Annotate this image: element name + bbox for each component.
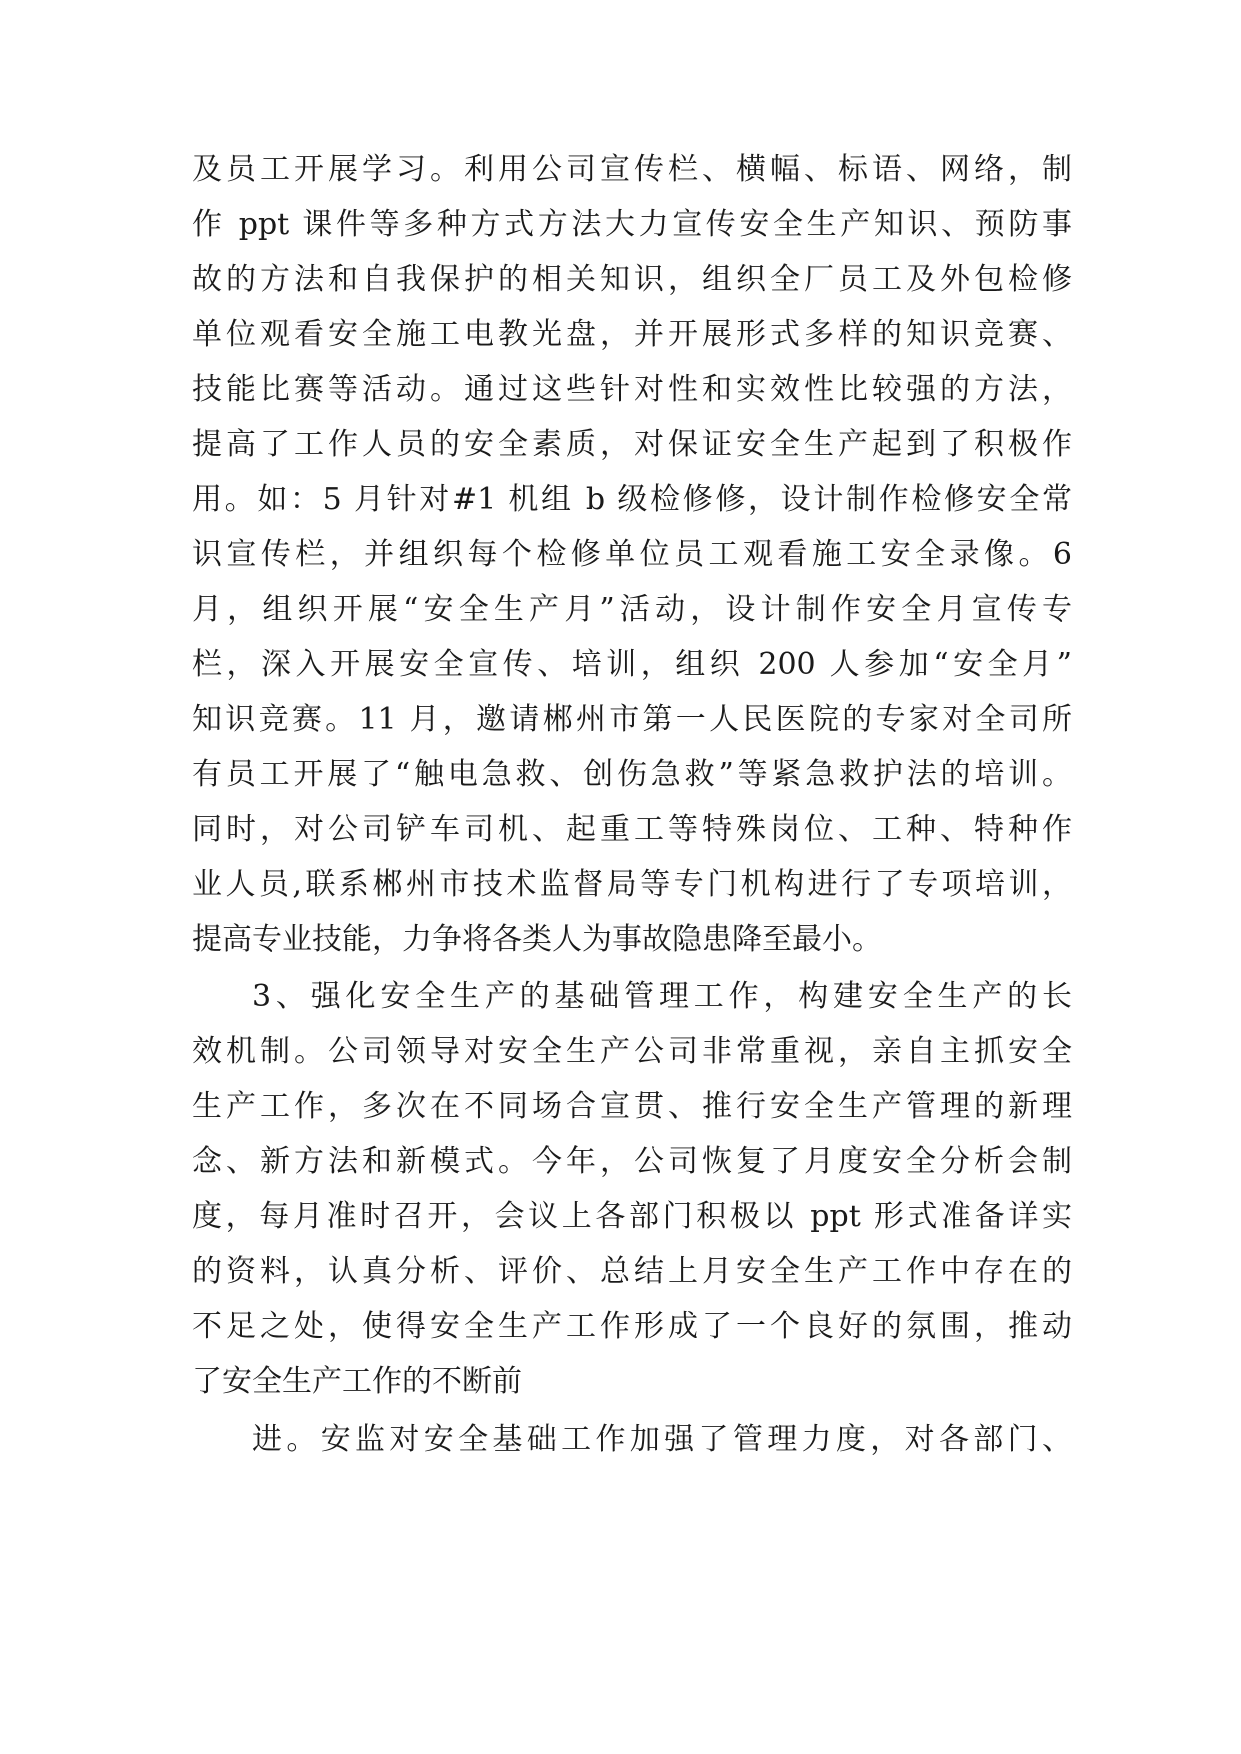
text-line: 3、强化安全生产的基础管理工作，构建安全生产的长 (252, 979, 1072, 1014)
text-line: 及员工开展学习。利用公司宣传栏、横幅、标语、网络，制 (192, 152, 1072, 187)
text-line: 提高了工作人员的安全素质，对保证安全生产起到了积极作 (192, 427, 1072, 462)
text-line: 单位观看安全施工电教光盘，并开展形式多样的知识竞赛、 (192, 317, 1072, 352)
text-line: 进。安监对安全基础工作加强了管理力度，对各部门、 (252, 1422, 1072, 1457)
text-line: 作 ppt 课件等多种方式方法大力宣传安全生产知识、预防事 (192, 207, 1072, 242)
text-line: 效机制。公司领导对安全生产公司非常重视，亲自主抓安全 (192, 1034, 1072, 1069)
text-line: 栏，深入开展安全宣传、培训，组织 200 人参加“安全月” (192, 647, 1072, 682)
text-line: 故的方法和自我保护的相关知识，组织全厂员工及外包检修 (192, 262, 1072, 297)
text-line: 了安全生产工作的不断前 (192, 1364, 522, 1399)
text-line: 生产工作，多次在不同场合宣贯、推行安全生产管理的新理 (192, 1089, 1072, 1124)
text-line: 不足之处，使得安全生产工作形成了一个良好的氛围，推动 (192, 1309, 1072, 1344)
text-line: 提高专业技能，力争将各类人为事故隐患降至最小。 (192, 922, 882, 957)
text-line: 的资料，认真分析、评价、总结上月安全生产工作中存在的 (192, 1254, 1072, 1289)
text-line: 用。如：5 月针对#1 机组 b 级检修修，设计制作检修安全常 (192, 482, 1072, 517)
text-line: 识宣传栏，并组织每个检修单位员工观看施工安全录像。6 (192, 537, 1072, 572)
text-line: 知识竞赛。11 月，邀请郴州市第一人民医院的专家对全司所 (192, 702, 1072, 737)
text-line: 同时，对公司铲车司机、起重工等特殊岗位、工种、特种作 (192, 812, 1072, 847)
text-line: 度，每月准时召开，会议上各部门积极以 ppt 形式准备详实 (192, 1199, 1072, 1234)
text-line: 业人员,联系郴州市技术监督局等专门机构进行了专项培训， (192, 867, 1072, 902)
text-line: 月，组织开展“安全生产月”活动，设计制作安全月宣传专 (192, 592, 1072, 627)
text-line: 念、新方法和新模式。今年，公司恢复了月度安全分析会制 (192, 1144, 1072, 1179)
text-line: 技能比赛等活动。通过这些针对性和实效性比较强的方法， (192, 372, 1072, 407)
text-line: 有员工开展了“触电急救、创伤急救”等紧急救护法的培训。 (192, 757, 1072, 792)
